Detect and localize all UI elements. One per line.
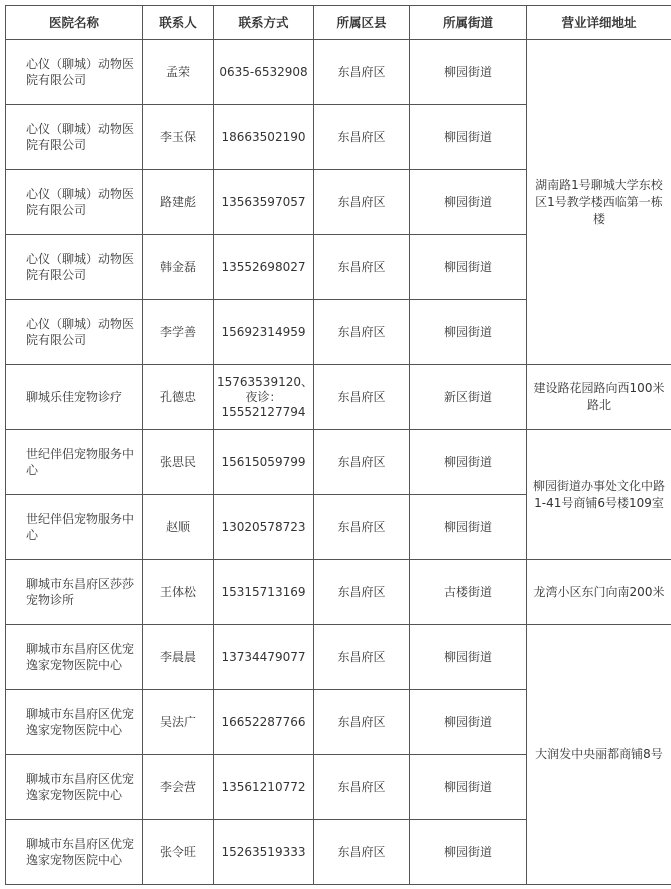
street-cell: 新区街道 [410,365,527,430]
address-cell: 柳园街道办事处文化中路1-41号商铺6号楼109室 [527,430,671,560]
contact-cell: 孟荣 [143,40,214,105]
district-cell: 东昌府区 [314,690,410,755]
district-cell: 东昌府区 [314,625,410,690]
street-cell: 柳园街道 [410,625,527,690]
hospital-name-cell: 聊城市东昌府区优宠逸家宠物医院中心 [6,625,143,690]
street-cell: 柳园街道 [410,235,527,300]
phone-cell [214,365,314,430]
district-cell: 东昌府区 [314,560,410,625]
street-cell: 柳园街道 [410,820,527,885]
hospital-name-cell: 世纪伴侣宠物服务中心 [6,495,143,560]
phone-cell: 15615059799 [214,430,314,495]
street-cell: 柳园街道 [410,690,527,755]
address-cell: 大润发中央丽都商铺8号 [527,625,671,885]
table-row [6,365,671,430]
contact-cell: 赵顺 [143,495,214,560]
phone-cell: 13561210772 [214,755,314,820]
contact-cell: 张令旺 [143,820,214,885]
phone-line: 夜诊： [245,389,282,404]
table-row [6,625,671,690]
hospital-name-cell: 心仪（聊城）动物医院有限公司 [6,105,143,170]
header-street: 所属街道 [410,6,527,40]
table-row [6,40,671,105]
contact-cell: 李晨晨 [143,625,214,690]
table-row [6,430,671,495]
district-cell: 东昌府区 [314,820,410,885]
street-cell: 柳园街道 [410,495,527,560]
contact-cell: 吴法广 [143,690,214,755]
header-hospital: 医院名称 [6,6,143,40]
address-cell: 建设路花园路向西100米路北 [527,365,671,430]
table-row [6,560,671,625]
district-cell: 东昌府区 [314,105,410,170]
hospital-name-cell: 聊城乐佳宠物诊疗 [6,365,143,430]
contact-cell: 李会营 [143,755,214,820]
hospital-name-cell: 心仪（聊城）动物医院有限公司 [6,40,143,105]
district-cell: 东昌府区 [314,40,410,105]
district-cell: 东昌府区 [314,300,410,365]
hospital-name-cell: 聊城市东昌府区优宠逸家宠物医院中心 [6,820,143,885]
header-address: 营业详细地址 [527,6,671,40]
contact-cell: 孔德忠 [143,365,214,430]
phone-cell: 15692314959 [214,300,314,365]
hospital-name-cell: 心仪（聊城）动物医院有限公司 [6,170,143,235]
header-row [6,6,671,40]
street-cell: 柳园街道 [410,40,527,105]
street-cell: 古楼街道 [410,560,527,625]
header-contact: 联系人 [143,6,214,40]
header-phone: 联系方式 [214,6,314,40]
hospital-name-cell: 世纪伴侣宠物服务中心 [6,430,143,495]
clinic-table [5,5,671,885]
contact-cell: 韩金磊 [143,235,214,300]
hospital-name-cell: 心仪（聊城）动物医院有限公司 [6,300,143,365]
hospital-name-cell: 聊城市东昌府区优宠逸家宠物医院中心 [6,690,143,755]
phone-cell: 16652287766 [214,690,314,755]
address-cell: 龙湾小区东门向南200米 [527,560,671,625]
hospital-name-cell: 心仪（聊城）动物医院有限公司 [6,235,143,300]
phone-line: 15763539120、 [217,374,313,389]
contact-cell: 路建彪 [143,170,214,235]
street-cell: 柳园街道 [410,755,527,820]
address-cell: 湖南路1号聊城大学东校区1号教学楼西临第一栋楼 [527,40,671,365]
header-district: 所属区县 [314,6,410,40]
phone-cell: 13020578723 [214,495,314,560]
district-cell: 东昌府区 [314,365,410,430]
phone-cell: 0635-6532908 [214,40,314,105]
street-cell: 柳园街道 [410,170,527,235]
hospital-name-cell: 聊城市东昌府区优宠逸家宠物医院中心 [6,755,143,820]
district-cell: 东昌府区 [314,430,410,495]
phone-line: 15552127794 [221,404,306,419]
district-cell: 东昌府区 [314,235,410,300]
contact-cell: 李玉保 [143,105,214,170]
phone-cell: 13563597057 [214,170,314,235]
district-cell: 东昌府区 [314,495,410,560]
phone-cell: 15315713169 [214,560,314,625]
contact-cell: 李学善 [143,300,214,365]
street-cell: 柳园街道 [410,300,527,365]
phone-cell: 18663502190 [214,105,314,170]
contact-cell: 张思民 [143,430,214,495]
phone-cell: 13734479077 [214,625,314,690]
street-cell: 柳园街道 [410,430,527,495]
street-cell: 柳园街道 [410,105,527,170]
district-cell: 东昌府区 [314,755,410,820]
contact-cell: 王体松 [143,560,214,625]
phone-cell: 15263519333 [214,820,314,885]
phone-cell: 13552698027 [214,235,314,300]
hospital-name-cell: 聊城市东昌府区莎莎宠物诊所 [6,560,143,625]
district-cell: 东昌府区 [314,170,410,235]
